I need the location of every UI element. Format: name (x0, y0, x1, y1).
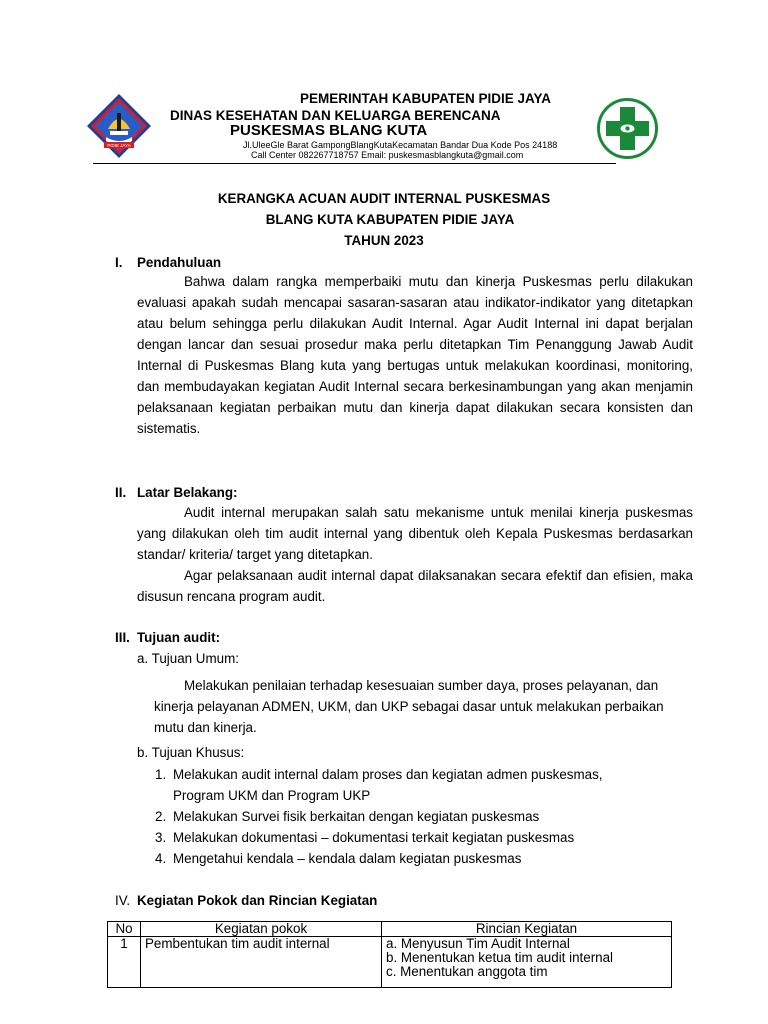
table-cell-no: 1 (108, 937, 141, 988)
rincian-item: b. Menentukan ketua tim audit internal (386, 950, 614, 965)
section-2-para-1: Audit internal merupakan salah satu mekanisme untuk menilai kinerja puskesmas yang dilakukan oleh tim audit internal yang dibentuk oleh Kepala Puskesmas berdasarkan standar/ kriteria/ target yang ditetapkan. (137, 505, 693, 562)
kegiatan-table (107, 921, 672, 988)
table-cell-rincian (382, 937, 672, 988)
header-divider (93, 163, 616, 164)
section-2-para-2: Agar pelaksanaan audit internal dapat dilaksanakan secara efektif dan efisien, maka disusun rencana program audit. (137, 568, 693, 604)
list-item-text: Mengetahui kendala – kendala dalam kegiatan puskesmas (173, 851, 522, 866)
section-1-number: I. (115, 255, 123, 270)
list-item-number: 4. (155, 851, 167, 866)
section-3-number: III. (115, 630, 130, 645)
table-row (108, 937, 672, 988)
rincian-item: c. Menentukan anggota tim (386, 964, 548, 979)
title-line-1: KERANGKA ACUAN AUDIT INTERNAL PUSKESMAS (217, 191, 551, 206)
section-1-body: Bahwa dalam rangka memperbaiki mutu dan kinerja Puskesmas perlu dilakukan evaluasi apakah sudah mencapai sasaran-sasaran atau indikator-indikator yang ditetapkan atau belum sehingga perlu dilakukan Audit Internal. Agar Audit Internal ini dapat berjalan dengan lancar dan sesuai prosedur maka perlu ditetapkan Tim Penanggung Jawab Audit Internal di Puskesmas Blang kuta yang bertugas untuk melakukan koordinasi, monitoring, dan membudayakan kegiatan Audit Internal secara berkesinambungan yang akan menjamin pelaksanaan kegiatan perbaikan mutu dan kinerja dapat dilakukan secara konsisten dan sistematis. (137, 274, 693, 436)
list-item-text: Melakukan dokumentasi – dokumentasi terkait kegiatan puskesmas (173, 830, 575, 845)
tujuan-umum-body: Melakukan penilaian terhadap kesesuaian sumber daya, proses pelayanan, dan kinerja pelayanan ADMEN, UKM, dan UKP sebagai dasar untuk melakukan perbaikan mutu dan kinerja. (154, 678, 664, 735)
header-puskesmas: PUSKESMAS BLANG KUTA (230, 122, 428, 139)
list-item-text-cont: Program UKM dan Program UKP (173, 788, 371, 803)
table-header-cell: No (108, 922, 141, 937)
table-cell-pokok: Pembentukan tim audit internal (141, 937, 382, 988)
list-item-number: 3. (155, 830, 167, 845)
pidie-jaya-logo (86, 93, 152, 159)
rincian-item: a. Menyusun Tim Audit Internal (386, 936, 570, 951)
tujuan-khusus-label: b. Tujuan Khusus: (137, 745, 245, 760)
section-4-heading: Kegiatan Pokok dan Rincian Kegiatan (137, 893, 378, 908)
table-header-cell: Kegiatan pokok (141, 922, 382, 937)
logo-text: PIDIE JAYA (107, 143, 131, 148)
section-4-number: IV. (115, 893, 131, 908)
section-3-heading: Tujuan audit: (137, 630, 221, 645)
table-header-row (108, 922, 672, 937)
title-line-2: BLANG KUTA KABUPATEN PIDIE JAYA (265, 212, 515, 227)
header-contact: Call Center 082267718757 Email: puskesmasblangkuta@gmail.com (251, 150, 524, 160)
header-department: DINAS KESEHATAN DAN KELUARGA BERENCANA (170, 108, 501, 123)
list-item-text: Melakukan Survei fisik berkaitan dengan kegiatan puskesmas (173, 809, 540, 824)
list-item-number: 1. (155, 767, 167, 782)
title-line-3: TAHUN 2023 (344, 233, 424, 248)
tujuan-umum-label: a. Tujuan Umum: (137, 651, 239, 666)
list-item-text: Melakukan audit internal dalam proses dan kegiatan admen puskesmas, (173, 767, 603, 782)
header-address: Jl.UleeGle Barat GampongBlangKutaKecamatan Bandar Dua Kode Pos 24188 (243, 140, 558, 150)
header-government: PEMERINTAH KABUPATEN PIDIE JAYA (300, 91, 552, 106)
section-2-heading: Latar Belakang: (137, 485, 238, 500)
green-cross-logo (596, 97, 659, 160)
list-item-number: 2. (155, 809, 167, 824)
table-header-cell: Rincian Kegiatan (382, 922, 672, 937)
section-2-number: II. (115, 485, 127, 500)
section-1-heading: Pendahuluan (137, 255, 222, 270)
